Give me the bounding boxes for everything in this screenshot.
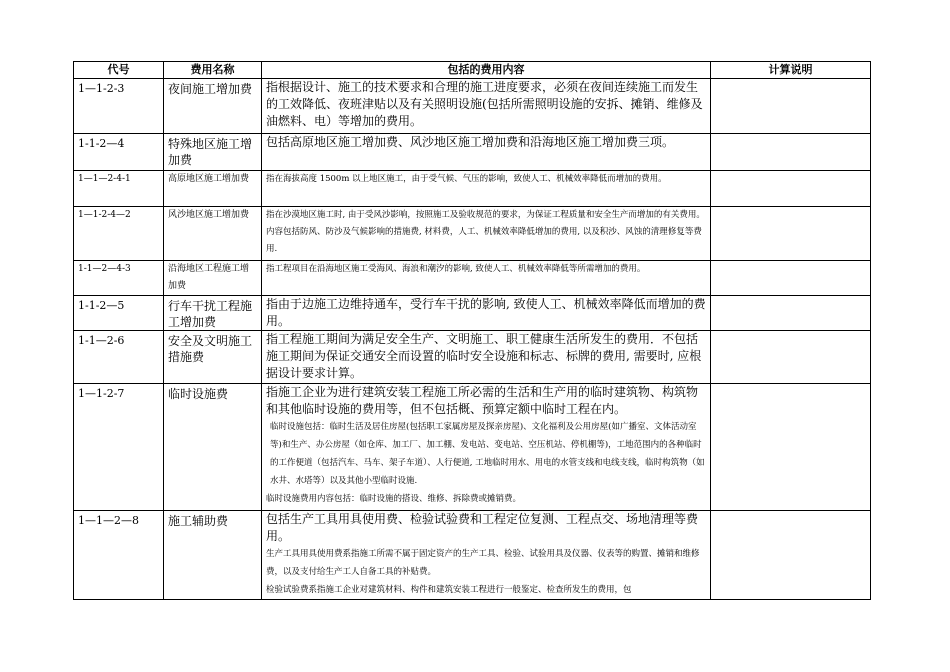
cost-note xyxy=(711,331,871,384)
cost-note xyxy=(711,79,871,134)
cost-name: 施工辅助费 xyxy=(164,511,262,600)
cost-content-cell xyxy=(262,384,711,511)
cost-name: 行车干扰工程施工增加费 xyxy=(164,296,262,331)
cost-note xyxy=(711,384,871,511)
cost-content-detail: 临时设施包括：临时生活及居住房屋(包括职工家属房屋及探亲房屋)、文化福利及公用房屋(如广播室、文体活动室等)和生产、办公房屋（如仓库、加工厂、加工棚、发电站、变电站、空压机站、停机棚等)，工地范围内的各种临时的工作便道（包括汽车、马车、架子车道）、人行便道, 工地临时用水、用电的水管支线和电线支线，临时构筑物（如水井、水塔等）以及其他小型临时设施. xyxy=(270,422,705,486)
cost-content: 指施工企业为进行建筑安装工程施工所必需的生活和生产用的临时建筑物、构筑物和其他临时设施的费用等，但不包括概、预算定额中临时工程在内。 xyxy=(266,385,699,416)
cost-code: 1-1—2-6 xyxy=(74,331,164,384)
cost-content-cell xyxy=(262,511,711,600)
cost-note xyxy=(711,171,871,207)
table-row xyxy=(74,207,871,261)
table-row xyxy=(74,171,871,207)
table-row xyxy=(74,331,871,384)
cost-note xyxy=(711,207,871,261)
cost-code: 1-1-2—5 xyxy=(74,296,164,331)
table-row xyxy=(74,261,871,296)
cost-name: 临时设施费 xyxy=(164,384,262,511)
cost-code: 1—1-2-3 xyxy=(74,79,164,134)
cost-name: 沿海地区工程施工增加费 xyxy=(164,261,262,296)
cost-content: 包括生产工具用具使用费、检验试验费和工程定位复测、工程点交、场地清理等费用。 xyxy=(266,512,699,543)
table-row xyxy=(74,79,871,134)
cost-content-detail: 检验试验费系指施工企业对建筑材料、构件和建筑安装工程进行一般鉴定、检查所发生的费用，包 xyxy=(266,585,632,595)
cost-content: 指根据设计、施工的技术要求和合理的施工进度要求，必须在夜间连续施工而发生的工效降低、夜班津贴以及有关照明设施(包括所需照明设施的安拆、摊销、维修及油燃料、电）等增加的费用。 xyxy=(262,79,711,134)
cost-content: 指工程项目在沿海地区施工受海风、海浪和潮汐的影响, 致使人工、机械效率降低等所需增加的费用。 xyxy=(262,261,711,296)
header-code: 代号 xyxy=(74,62,164,79)
cost-code: 1—1-2-7 xyxy=(74,384,164,511)
header-note: 计算说明 xyxy=(711,62,871,79)
cost-code: 1—1—2-4-1 xyxy=(74,171,164,207)
cost-code: 1—1-2-4—2 xyxy=(74,207,164,261)
cost-code: 1-1-2—4 xyxy=(74,134,164,171)
table-row xyxy=(74,384,871,511)
table-header-row xyxy=(74,62,871,79)
cost-name: 风沙地区施工增加费 xyxy=(164,207,262,261)
cost-note xyxy=(711,261,871,296)
cost-content: 指在海拔高度 1500m 以上地区施工，由于受气候、气压的影响，致使人工、机械效率降低而增加的费用。 xyxy=(262,171,711,207)
cost-note xyxy=(711,296,871,331)
cost-content: 指在沙漠地区施工时, 由于受风沙影响，按照施工及验收规范的要求，为保证工程质量和安全生产而增加的有关费用。内容包括防风、防沙及气候影响的措施费, 材料费，人工、机械效率降低增加的费用, 以及积沙、风蚀的清理修复等费用. xyxy=(262,207,711,261)
header-content: 包括的费用内容 xyxy=(262,62,711,79)
cost-code: 1—1—2—8 xyxy=(74,511,164,600)
cost-name: 高原地区施工增加费 xyxy=(164,171,262,207)
cost-name: 特殊地区施工增加费 xyxy=(164,134,262,171)
cost-content: 指由于边施工边维持通车，受行车干扰的影响, 致使人工、机械效率降低而增加的费用。 xyxy=(262,296,711,331)
cost-code: 1-1—2—4-3 xyxy=(74,261,164,296)
cost-content-detail: 生产工具用具使用费系指施工所需不属于固定资产的生产工具、检验、试验用具及仪器、仪表等的购置、摊销和维修费，以及支付给生产工人自备工具的补贴费。 xyxy=(266,549,700,577)
cost-content: 包括高原地区施工增加费、风沙地区施工增加费和沿海地区施工增加费三项。 xyxy=(262,134,711,171)
cost-table xyxy=(73,61,871,600)
table-row xyxy=(74,296,871,331)
header-name: 费用名称 xyxy=(164,62,262,79)
table-row xyxy=(74,511,871,600)
cost-note xyxy=(711,134,871,171)
cost-content: 指工程施工期间为满足安全生产、文明施工、职工健康生活所发生的费用．不包括施工期间为保证交通安全而设置的临时安全设施和标志、标牌的费用, 需要时, 应根据设计要求计算。 xyxy=(262,331,711,384)
cost-content-detail: 临时设施费用内容包括：临时设施的搭设、维修、拆除费或摊销费。 xyxy=(266,494,522,504)
cost-name: 夜间施工增加费 xyxy=(164,79,262,134)
table-row xyxy=(74,134,871,171)
cost-name: 安全及文明施工措施费 xyxy=(164,331,262,384)
cost-note xyxy=(711,511,871,600)
